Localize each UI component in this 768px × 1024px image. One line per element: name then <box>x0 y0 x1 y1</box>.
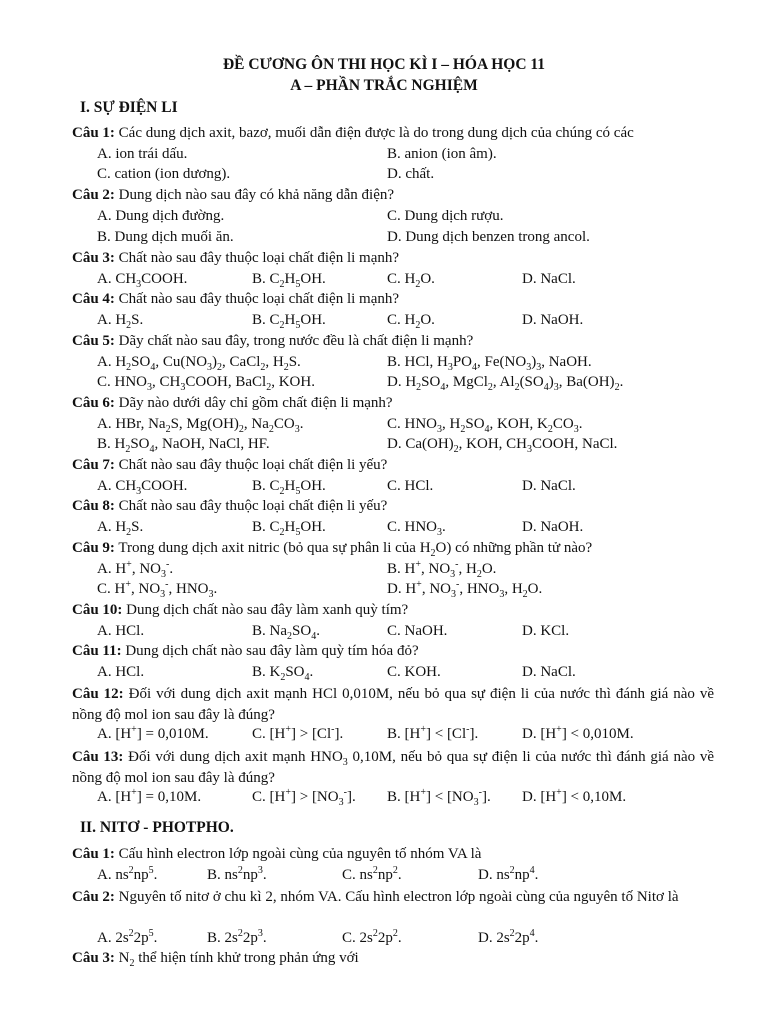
question-text: Dung dịch nào sau đây có khả năng dẫn điện? <box>118 187 395 203</box>
question-text: Dung dịch chất nào sau đây làm quỳ tím hóa đỏ? <box>125 643 419 659</box>
question-label: Câu 3: <box>72 950 115 966</box>
answer-option[interactable]: D. [H+] < 0,10M. <box>522 787 627 805</box>
answer-option[interactable]: B. $C_2H_5OH$. <box>252 519 326 538</box>
answer-option[interactable]: D. $Ca(OH)_2$, KOH, $CH_3COOH$, NaCl. <box>387 436 618 455</box>
question <box>72 950 714 967</box>
question-text: Chất nào sau đây thuộc loại chất điện li yếu? <box>118 498 388 514</box>
answer-option[interactable]: B. H+, $NO_3^-$, $H_2O$. <box>387 559 497 580</box>
question-label: Câu 4: <box>72 291 115 307</box>
answer-option[interactable]: C. $H_2O$. <box>387 271 435 290</box>
question-label: Câu 11: <box>72 643 122 659</box>
answer-option[interactable]: C. KOH. <box>387 664 441 680</box>
question-label: Câu 5: <box>72 333 115 349</box>
question <box>72 333 714 350</box>
answer-option[interactable]: C. $HNO_3$, $CH_3COOH$, BaCl$_2$, KOH. <box>97 374 315 393</box>
answer-option[interactable]: C. Dung dịch rượu. <box>387 208 504 224</box>
answer-option[interactable]: A. H+, $NO_3^-$. <box>97 559 174 580</box>
answer-option[interactable]: C. H+, $NO_3^-$, $HNO_3$. <box>97 579 218 600</box>
answer-option[interactable]: B. [H+] < [Cl-]. <box>387 724 479 742</box>
question-text: Chất nào sau đây thuộc loại chất điện li mạnh? <box>118 291 400 307</box>
question-label: Câu 6: <box>72 395 115 411</box>
question <box>72 395 714 412</box>
answer-option[interactable]: A. $H_2S$. <box>97 519 144 538</box>
answer-option[interactable]: C. $H_2O$. <box>387 312 435 331</box>
document-title: ĐỀ CƯƠNG ÔN THI HỌC KÌ I – HÓA HỌC 11 <box>222 56 546 73</box>
answer-option[interactable]: C. $ns^2np^2$. <box>342 865 402 883</box>
answer-option[interactable]: D. Dung dịch benzen trong ancol. <box>387 229 590 245</box>
question-label: Câu 10: <box>72 602 123 618</box>
answer-option[interactable]: D. KCl. <box>522 623 570 639</box>
answer-option[interactable]: A. [H+] = 0,10M. <box>97 787 202 805</box>
answer-option[interactable]: D. $ns^2np^4$. <box>478 865 539 883</box>
answer-option[interactable]: D. NaCl. <box>522 664 576 680</box>
answer-option[interactable]: D. $H_2SO_4$, MgCl$_2$, $Al_2(SO_4)_3$, $Ba(OH)_2$. <box>387 374 624 393</box>
question-text: Đối với dung dịch axit mạnh $HNO_3$ 0,10M, nếu bỏ qua sự điện li của nước thì đánh giá nào về nồng độ mol ion sau đây là đúng? <box>72 749 714 786</box>
answer-option[interactable]: D. NaCl. <box>522 478 576 494</box>
answer-option[interactable]: B. $C_2H_5OH$. <box>252 478 326 497</box>
answer-option[interactable]: A. Dung dịch đường. <box>97 208 225 224</box>
question-text: Chất nào sau đây thuộc loại chất điện li yếu? <box>118 457 388 473</box>
question-label: Câu 12: <box>72 686 124 702</box>
answer-option[interactable]: B. $Na_2SO_4$. <box>252 623 320 642</box>
answer-option[interactable]: B. anion (ion âm). <box>387 146 497 162</box>
question <box>72 498 714 515</box>
question-label: Câu 2: <box>72 187 115 203</box>
answer-option[interactable]: B. $H_2SO_4$, NaOH, NaCl, HF. <box>97 436 270 455</box>
question-text: $N_2$ thể hiện tính khử trong phản ứng với <box>118 950 359 969</box>
answer-option[interactable]: B. $[H^+] < [NO_3^-]$. <box>387 787 491 808</box>
answer-option[interactable]: C. $2s^22p^2$. <box>342 928 402 946</box>
question-text: Dãy nào dưới dây chỉ gồm chất điện li mạnh? <box>118 395 393 411</box>
answer-option[interactable]: A. ion trái dấu. <box>97 146 188 162</box>
question <box>72 125 714 142</box>
question <box>72 887 714 908</box>
answer-option[interactable]: B. Dung dịch muối ăn. <box>97 229 234 245</box>
question <box>72 643 714 660</box>
question-text: Trong dung dịch axit nitric (bỏ qua sự phân li của $H_2O$) có những phần tử nào? <box>118 540 593 559</box>
answer-option[interactable]: A. [H+] = 0,010M. <box>97 724 209 742</box>
answer-option[interactable]: D. H+, $NO_3^-$, $HNO_3$, $H_2O$. <box>387 579 543 600</box>
answer-option[interactable]: B. $ns^2np^3$. <box>207 865 267 883</box>
question-label: Câu 1: <box>72 846 115 862</box>
answer-option[interactable]: C. cation (ion dương). <box>97 166 231 182</box>
question <box>72 747 714 788</box>
answer-option[interactable]: C. HCl. <box>387 478 434 494</box>
answer-option[interactable]: A. HCl. <box>97 664 145 680</box>
section-heading: II. NITƠ - PHOTPHO. <box>80 819 234 836</box>
answer-option[interactable]: D. NaOH. <box>522 519 584 535</box>
answer-option[interactable]: B. $2s^22p^3$. <box>207 928 267 946</box>
answer-option[interactable]: D. NaCl. <box>522 271 576 287</box>
question-label: Câu 1: <box>72 125 115 141</box>
answer-option[interactable]: A. $H_2S$. <box>97 312 144 331</box>
question-text: Cấu hình electron lớp ngoài cùng của nguyên tố nhóm VA là <box>118 846 482 862</box>
question-text: Các dung dịch axit, bazơ, muối dẫn điện được là do trong dung dịch của chúng có các <box>118 125 634 141</box>
question-text: Dung dịch chất nào sau đây làm xanh quỳ tím? <box>126 602 409 618</box>
answer-option[interactable]: B. $K_2SO_4$. <box>252 664 314 683</box>
question-label: Câu 13: <box>72 749 124 765</box>
answer-option[interactable]: C. $HNO_3$. <box>387 519 446 538</box>
question-text: Đối với dung dịch axit mạnh HCl 0,010M, nếu bỏ qua sự điện li của nước thì đánh giá nào về nồng độ mol ion sau đây là đúng? <box>72 686 715 723</box>
answer-option[interactable]: C. $HNO_3$, $H_2SO_4$, KOH, $K_2CO_3$. <box>387 416 583 435</box>
answer-option[interactable]: A. $H_2SO_4$, $Cu(NO_3)_2$, CaCl$_2$, $H_2S$. <box>97 354 301 373</box>
question-text: Nguyên tố nitơ ở chu kì 2, nhóm VA. Cấu hình electron lớp ngoài cùng của nguyên tố Nitơ là <box>118 889 679 905</box>
answer-option[interactable]: B. $C_2H_5OH$. <box>252 271 326 290</box>
question-label: Câu 7: <box>72 457 115 473</box>
answer-option[interactable]: D. [H+] < 0,010M. <box>522 724 634 742</box>
question <box>72 457 714 474</box>
answer-option[interactable]: A. $ns^2np^5$. <box>97 865 158 883</box>
answer-option[interactable]: D. NaOH. <box>522 312 584 328</box>
question-label: Câu 3: <box>72 250 115 266</box>
answer-option[interactable]: C. NaOH. <box>387 623 448 639</box>
answer-option[interactable]: A. HBr, $Na_2S$, $Mg(OH)_2$, $Na_2CO_3$. <box>97 416 304 435</box>
answer-option[interactable]: A. HCl. <box>97 623 145 639</box>
question-label: Câu 8: <box>72 498 115 514</box>
question <box>72 684 714 725</box>
answer-option[interactable]: A. $2s^22p^5$. <box>97 928 158 946</box>
answer-option[interactable]: C. $[H^+] > [NO_3^-]$. <box>252 787 356 808</box>
document-subtitle: A – PHẦN TRẮC NGHIỆM <box>290 77 478 94</box>
answer-option[interactable]: C. [H+] > [Cl-]. <box>252 724 344 742</box>
answer-option[interactable]: D. chất. <box>387 166 435 182</box>
question <box>72 291 714 308</box>
section-heading: I. SỰ ĐIỆN LI <box>80 99 178 116</box>
answer-option[interactable]: B. $C_2H_5OH$. <box>252 312 326 331</box>
answer-option[interactable]: D. $2s^22p^4$. <box>478 928 539 946</box>
question <box>72 540 714 557</box>
answer-option[interactable]: A. $CH_3COOH$. <box>97 271 188 290</box>
question <box>72 602 714 619</box>
question-label: Câu 9: <box>72 540 115 556</box>
answer-option[interactable]: A. $CH_3COOH$. <box>97 478 188 497</box>
question-label: Câu 2: <box>72 889 115 905</box>
question-text: Dãy chất nào sau đây, trong nước đều là chất điện li mạnh? <box>118 333 474 349</box>
answer-option[interactable]: B. HCl, $H_3PO_4$, $Fe(NO_3)_3$, NaOH. <box>387 354 592 373</box>
question <box>72 250 714 267</box>
question <box>72 187 714 204</box>
question-text: Chất nào sau đây thuộc loại chất điện li mạnh? <box>118 250 400 266</box>
question <box>72 846 714 863</box>
